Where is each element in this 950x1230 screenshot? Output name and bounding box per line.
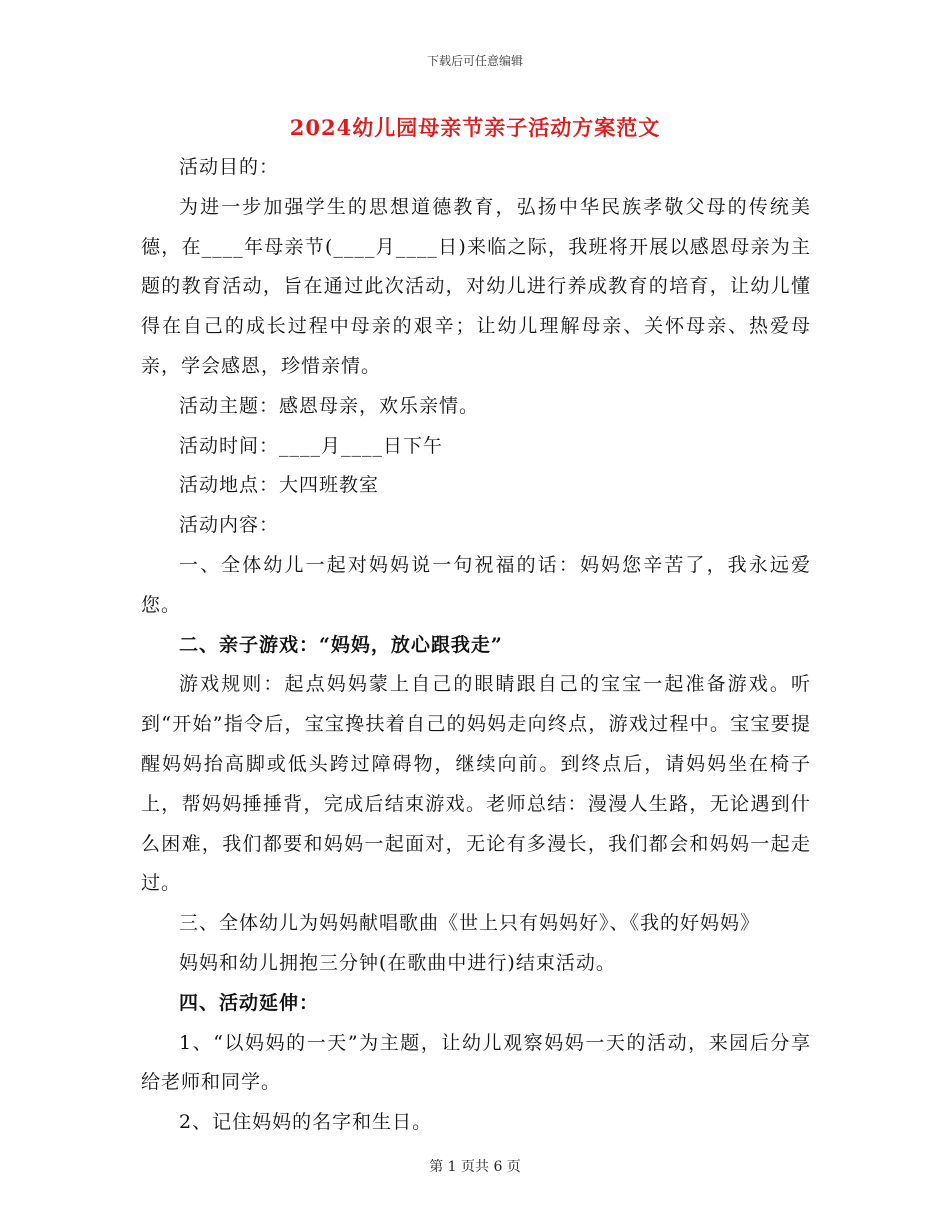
paragraph: 三、全体幼儿为妈妈献唱歌曲《世上只有妈妈好》、《我的好妈妈》 (179, 912, 761, 935)
paragraph: 活动时间：____月____日下午 (179, 434, 444, 457)
paragraph: 一、全体幼儿一起对妈妈说一句祝福的话：妈妈您辛苦了，我永远爱您。 (141, 553, 811, 616)
paragraph: 妈妈和幼儿拥抱三分钟(在歌曲中进行)结束活动。 (179, 951, 616, 974)
paragraph: 为进一步加强学生的思想道德教育，弘扬中华民族孝敬父母的传统美德，在____年母亲节(____月____日)来临之际，我班将开展以感恩母亲为主题的教育活动，旨在通过此次活动，对幼儿进行养成教育的培育，让幼儿懂得在自己的成长过程中母亲的艰辛；让幼儿理解母亲、关怀母亲、热爱母亲，学会感恩，珍惜亲情。 (141, 195, 811, 377)
header-note: 下载后可任意编辑 (426, 54, 523, 68)
paragraph: 活动地点：大四班教室 (179, 474, 380, 497)
paragraph: 1、“以妈妈的一天”为主题，让幼儿观察妈妈一天的活动，来园后分享给老师和同学。 (141, 1031, 811, 1094)
paragraph: 2、记住妈妈的名字和生日。 (179, 1111, 433, 1134)
paragraph: 活动目的： (179, 156, 280, 178)
page-footer: 第 1 页共 6 页 (429, 1159, 521, 1175)
document-body (141, 148, 811, 1143)
paragraph: 活动内容： (179, 514, 280, 537)
paragraph: 活动主题：感恩母亲，欢乐亲情。 (179, 394, 480, 417)
document-title: 2024幼儿园母亲节亲子活动方案范文 (289, 115, 661, 140)
paragraph: 游戏规则：起点妈妈蒙上自己的眼睛跟自己的宝宝一起准备游戏。听到“开始”指令后，宝宝搀扶着自己的妈妈走向终点，游戏过程中。宝宝要提醒妈妈抬高脚或低头跨过障碍物，继续向前。到终点后，请妈妈坐在椅子上，帮妈妈捶捶背，完成后结束游戏。老师总结：漫漫人生路，无论遇到什么困难，我们都要和妈妈一起面对，无论有多漫长，我们都会和妈妈一起走过。 (141, 673, 811, 895)
section-heading: 二、亲子游戏：“妈妈，放心跟我走” (179, 633, 503, 656)
section-heading: 四、活动延伸： (179, 991, 320, 1014)
